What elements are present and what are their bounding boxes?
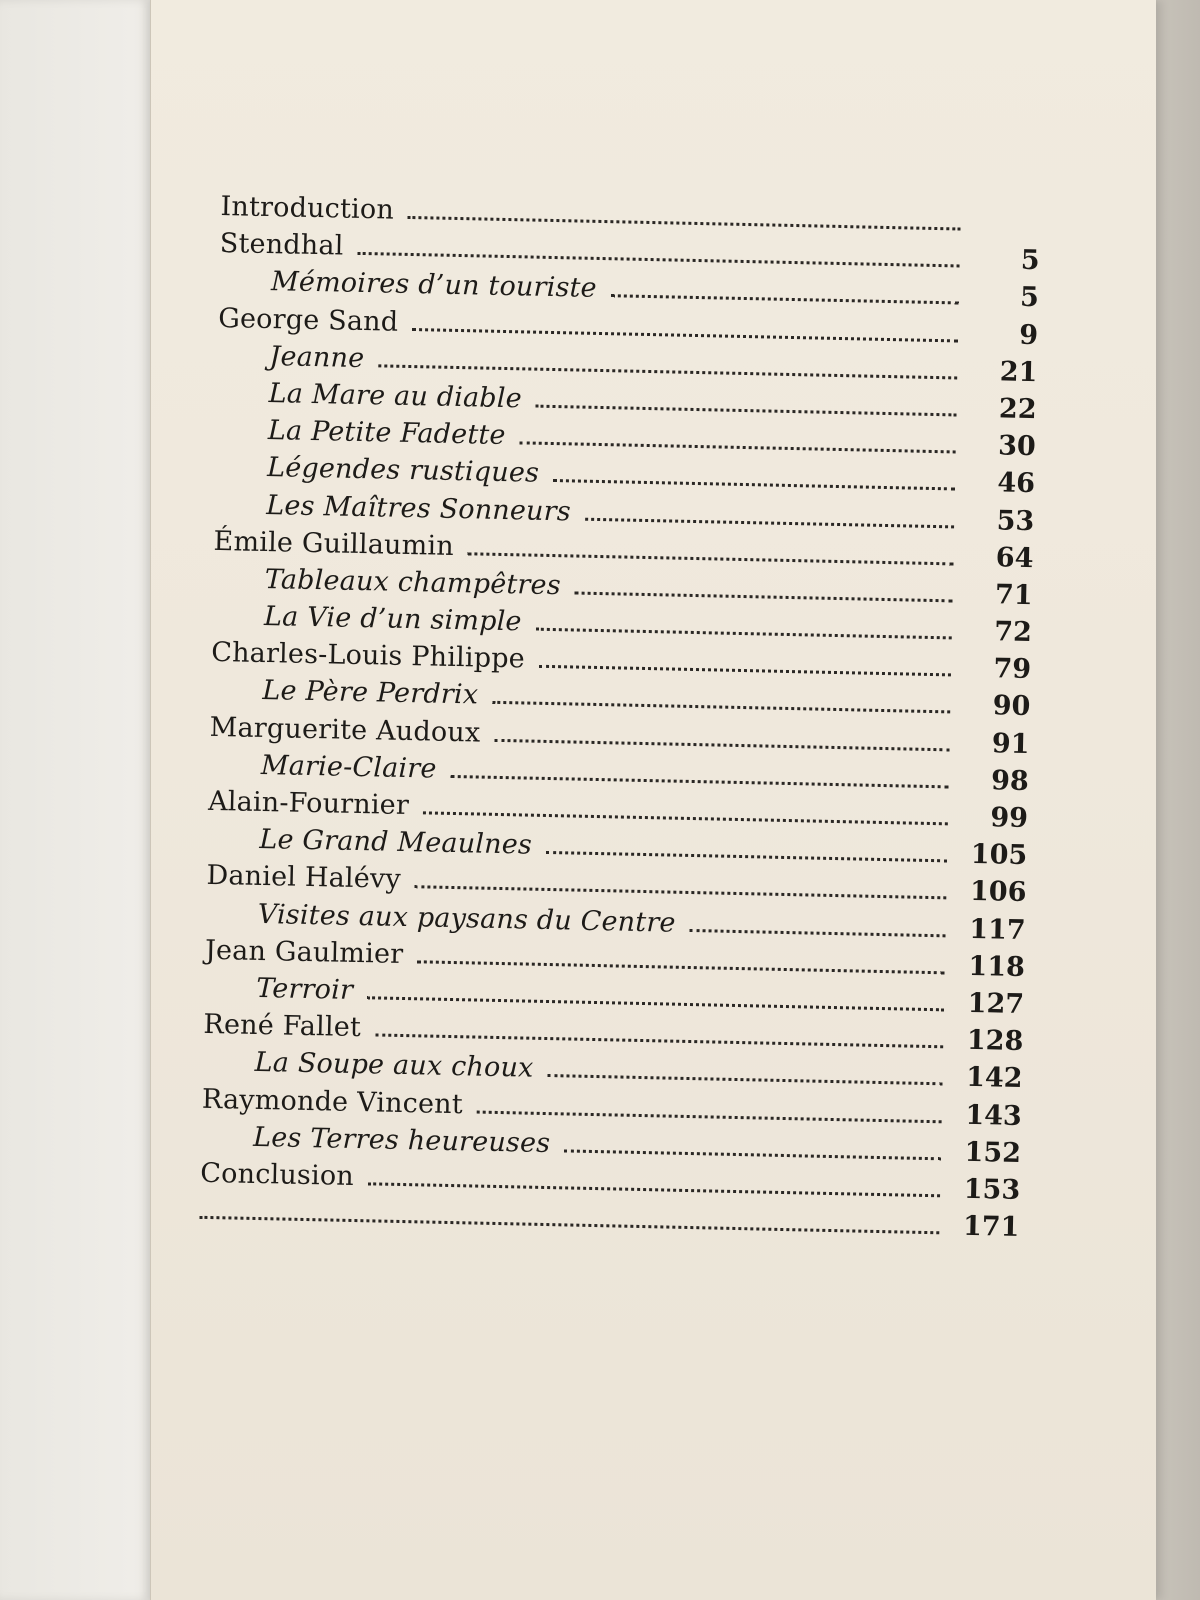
toc-page-number: 46 xyxy=(997,467,1036,500)
toc-page-number: 22 xyxy=(998,393,1037,426)
toc-entry-title: Mémoires d’un touriste xyxy=(270,266,598,305)
toc-page-number: 106 xyxy=(969,876,1027,909)
toc-entry-title: Tableaux champêtres xyxy=(264,563,562,602)
toc-leader-dots xyxy=(536,405,957,417)
toc-leader-dots xyxy=(357,252,959,268)
toc-page-number: 9 xyxy=(1018,319,1039,351)
toc-page-number xyxy=(970,231,1040,232)
toc-entry-title: La Vie d’un simple xyxy=(263,601,522,638)
toc-page-number: 90 xyxy=(992,690,1031,723)
toc-page-number: 118 xyxy=(968,950,1026,983)
toc-entry-title: Le Grand Meaulnes xyxy=(259,824,533,861)
toc-page-number: 5 xyxy=(1019,282,1040,314)
toc-entry-title: Les Maîtres Sonneurs xyxy=(266,489,572,527)
toc-leader-dots xyxy=(375,1034,943,1049)
toc-page-number: 152 xyxy=(964,1136,1022,1169)
toc-entry-title: Légendes rustiques xyxy=(266,452,540,490)
toc-page-number: 21 xyxy=(999,356,1038,388)
toc-leader-dots xyxy=(477,1110,942,1123)
toc-leader-dots xyxy=(408,216,961,231)
toc-entry-title: Marguerite Audoux xyxy=(209,711,481,749)
toc-leader-dots xyxy=(378,364,957,379)
toc-entry-title: Introduction xyxy=(220,190,395,226)
toc-leader-dots xyxy=(547,1074,942,1085)
toc-page-number: 142 xyxy=(965,1062,1023,1095)
toc-leader-dots xyxy=(492,701,950,714)
toc-leader-dots xyxy=(564,1149,941,1160)
toc-leader-dots xyxy=(412,328,958,342)
toc-leader-dots xyxy=(611,295,959,305)
toc-entry-title: Alain-Fournier xyxy=(207,785,410,822)
toc-page-number: 64 xyxy=(995,541,1034,574)
toc-leader-dots xyxy=(468,552,954,565)
toc-entry-title: Stendhal xyxy=(219,228,344,262)
toc-page-number: 79 xyxy=(993,653,1032,686)
toc-page-number: 128 xyxy=(966,1024,1024,1058)
book-page xyxy=(150,0,1156,1600)
toc-entry-title: Jean Gaulmier xyxy=(204,934,404,970)
toc-entry-title: Terroir xyxy=(255,972,354,1006)
toc-leader-dots xyxy=(539,665,951,677)
toc-entry-title: Charles-Louis Philippe xyxy=(210,637,526,675)
toc-leader-dots xyxy=(417,960,945,974)
toc-page-number: 30 xyxy=(997,430,1037,463)
toc-page-number: 53 xyxy=(996,504,1035,537)
toc-leader-dots xyxy=(689,929,945,937)
toc-leader-dots xyxy=(450,775,948,788)
toc-entry-title: George Sand xyxy=(217,302,399,338)
toc-leader-dots xyxy=(519,441,955,453)
toc-leader-dots xyxy=(367,996,944,1011)
toc-page-number: 5 xyxy=(1020,244,1040,277)
toc-leader-dots xyxy=(494,738,949,751)
toc-page-number: 153 xyxy=(963,1173,1021,1206)
toc-leader-dots xyxy=(553,479,955,490)
toc-entry-title: Daniel Halévy xyxy=(206,860,402,896)
toc-page-number: 105 xyxy=(970,839,1028,872)
toc-entry-title: Conclusion xyxy=(200,1157,355,1192)
toc-entry-title: Visites aux paysans du Centre xyxy=(257,898,676,939)
toc-leader-dots xyxy=(423,811,948,825)
toc-leader-dots xyxy=(199,1216,939,1234)
toc-entry-title: Marie-Claire xyxy=(260,749,437,785)
toc-entry-title: Jeanne xyxy=(269,340,365,374)
toc-page-number: 99 xyxy=(990,802,1029,835)
toc-entry-title: Émile Guillaumin xyxy=(213,525,455,562)
toc-entry-title: Raymonde Vincent xyxy=(201,1083,464,1120)
toc-entry-title: Les Terres heureuses xyxy=(252,1121,551,1159)
toc-entry-title: La Mare au diable xyxy=(268,377,523,415)
toc-entry-title: La Petite Fadette xyxy=(267,415,506,452)
toc-page-number: 91 xyxy=(991,727,1030,760)
toc-leader-dots xyxy=(575,591,953,602)
toc-page-number: 71 xyxy=(994,579,1033,611)
toc-page-number: 98 xyxy=(990,765,1030,797)
toc-page-number: 127 xyxy=(967,987,1025,1020)
toc-leader-dots xyxy=(535,628,951,640)
toc-page-number: 117 xyxy=(968,913,1026,946)
toc-entry-title: La Soupe aux choux xyxy=(254,1047,534,1085)
toc-page-number: 143 xyxy=(965,1099,1023,1132)
toc-entry-title: René Fallet xyxy=(203,1008,362,1044)
toc-entry-title: Le Père Perdrix xyxy=(262,675,479,711)
toc-page-number: 171 xyxy=(962,1210,1020,1244)
toc-leader-dots xyxy=(585,517,954,528)
toc-leader-dots xyxy=(368,1182,940,1197)
toc-leader-dots xyxy=(546,851,947,862)
toc-page-number: 72 xyxy=(993,616,1033,649)
toc-leader-dots xyxy=(415,886,947,900)
table-of-contents xyxy=(199,188,1041,1246)
